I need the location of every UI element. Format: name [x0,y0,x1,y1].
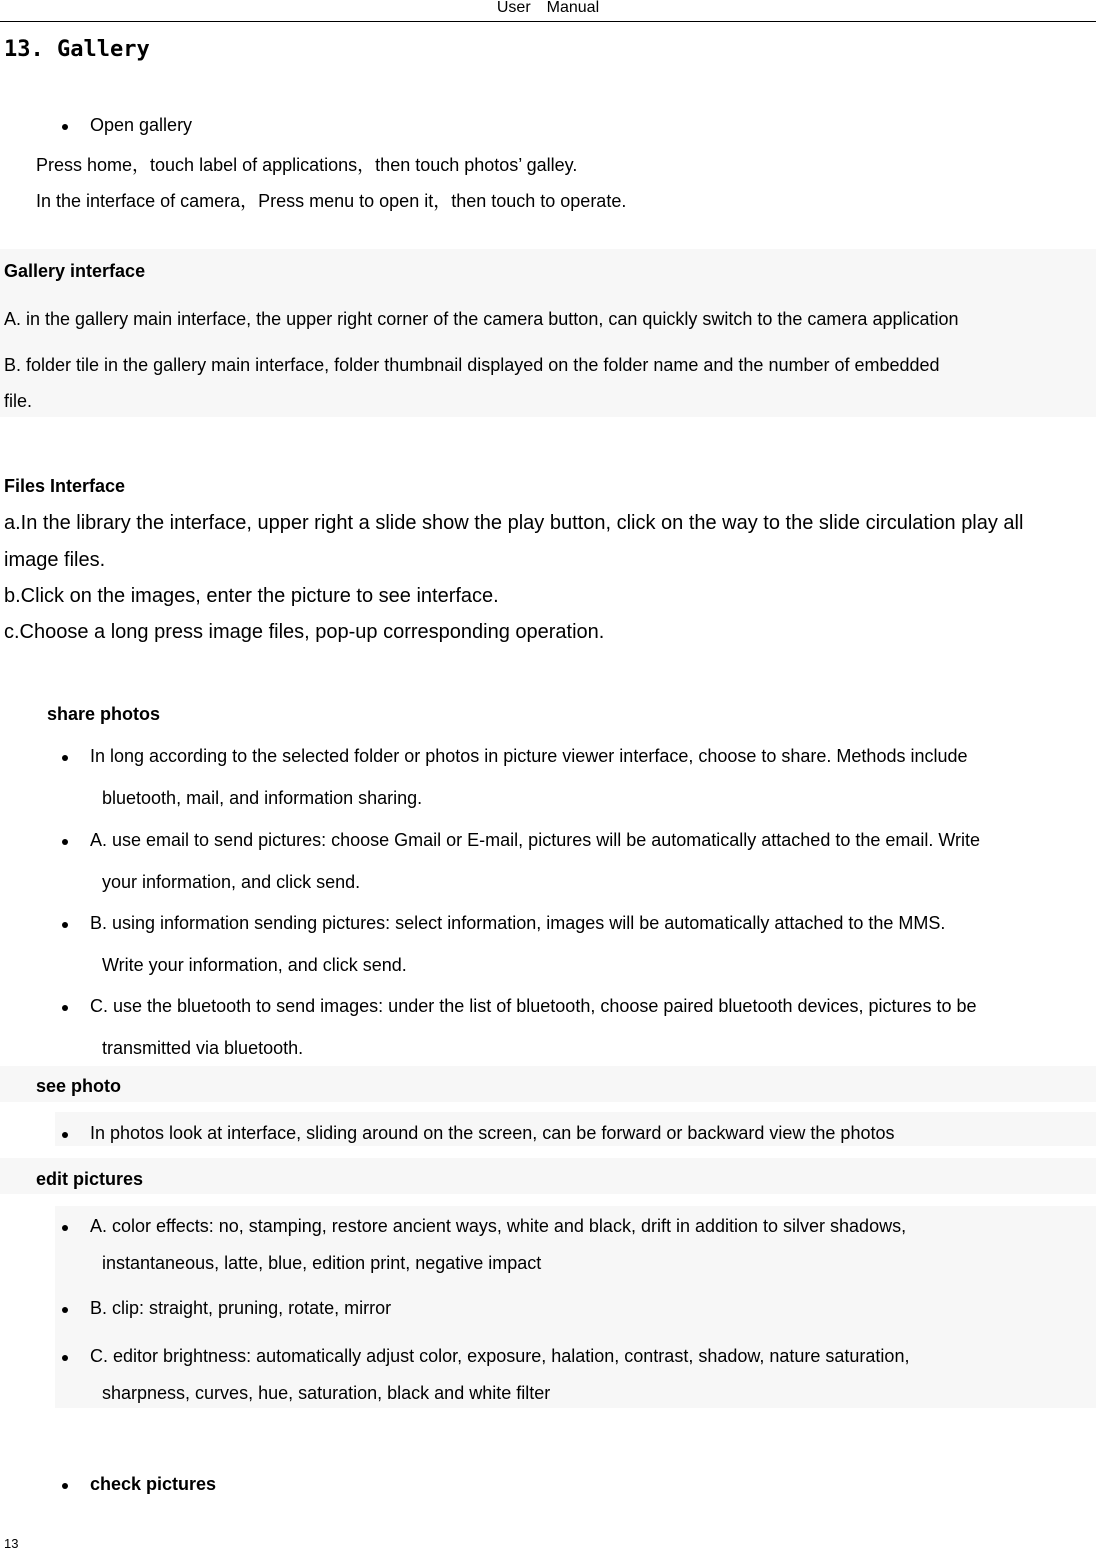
bullet [62,922,68,928]
share-item-1-line-2: bluetooth, mail, and information sharing. [102,788,423,808]
check-pictures-heading: check pictures [90,1474,217,1494]
gallery-interface-b-line-1: B. folder tile in the gallery main interface, folder thumbnail displayed on the folder name and the number of embedded [4,355,940,375]
header-word-user: User [496,0,531,16]
edit-item-2-line-1: B. clip: straight, pruning, rotate, mirror [90,1298,392,1318]
edit-pictures-heading-panel [0,1158,1096,1194]
files-interface-b: b.Click on the images, enter the picture to see interface. [4,585,499,607]
bullet [62,1355,68,1361]
share-item-3-line-1: B. using information sending pictures: select information, images will be automatically attached to the MMS. [90,913,946,933]
see-photo-item: In photos look at interface, sliding around on the screen, can be forward or backward view the photos [90,1123,895,1143]
page-header [0,0,1096,21]
share-item-1-line-1: In long according to the selected folder or photos in picture viewer interface, choose to share. Methods include [90,746,968,766]
bullet [62,124,68,130]
share-item-4-line-1: C. use the bluetooth to send images: under the list of bluetooth, choose paired bluetooth devices, pictures to be [90,996,977,1016]
share-photos-heading: share photos [47,704,161,724]
header-rule [0,21,1096,22]
files-interface-c: c.Choose a long press image files, pop-up corresponding operation. [4,621,605,643]
share-item-2-line-2: your information, and click send. [102,872,361,892]
gallery-interface-panel [0,249,1096,417]
gallery-interface-b-line-2: file. [4,391,33,411]
share-item-4-line-2: transmitted via bluetooth. [102,1038,304,1058]
section-title: 13. Gallery [4,37,150,62]
bullet [62,1307,68,1313]
edit-pictures-heading: edit pictures [36,1169,144,1189]
edit-item-3-line-2: sharpness, curves, hue, saturation, black and white filter [102,1383,551,1403]
bullet [62,755,68,761]
share-item-2-line-1: A. use email to send pictures: choose Gmail or E-mail, pictures will be automatically attached to the email. Write [90,830,981,850]
gallery-interface-heading: Gallery interface [4,261,146,281]
edit-item-1-line-1: A. color effects: no, stamping, restore ancient ways, white and black, drift in addition to silver shadows, [90,1216,907,1236]
header-word-manual: Manual [546,0,600,16]
share-item-3-line-2: Write your information, and click send. [102,955,407,975]
edit-item-1-line-2: instantaneous, latte, blue, edition print, negative impact [102,1253,542,1273]
page-number: 13 [4,1536,19,1551]
see-photo-heading-panel [0,1066,1096,1102]
open-gallery-heading: Open gallery [90,115,193,135]
files-interface-heading: Files Interface [4,476,126,496]
see-photo-heading: see photo [36,1076,122,1096]
bullet [62,839,68,845]
files-interface-a-line-1: a.In the library the interface, upper right a slide show the play button, click on the way to the slide circulation play all [4,512,1024,534]
bullet [62,1225,68,1231]
bullet [62,1132,68,1138]
bullet [62,1483,68,1489]
bullet [62,1005,68,1011]
edit-item-3-line-1: C. editor brightness: automatically adjust color, exposure, halation, contrast, shadow, nature saturation, [90,1346,910,1366]
open-gallery-line-2: In the interface of camera，Press menu to open it，then touch to operate. [36,191,627,211]
files-interface-a-line-2: image files. [4,549,106,571]
gallery-interface-a: A. in the gallery main interface, the upper right corner of the camera button, can quickly switch to the camera application [4,309,959,329]
open-gallery-line-1: Press home，touch label of applications，then touch photos’ galley. [36,155,578,175]
